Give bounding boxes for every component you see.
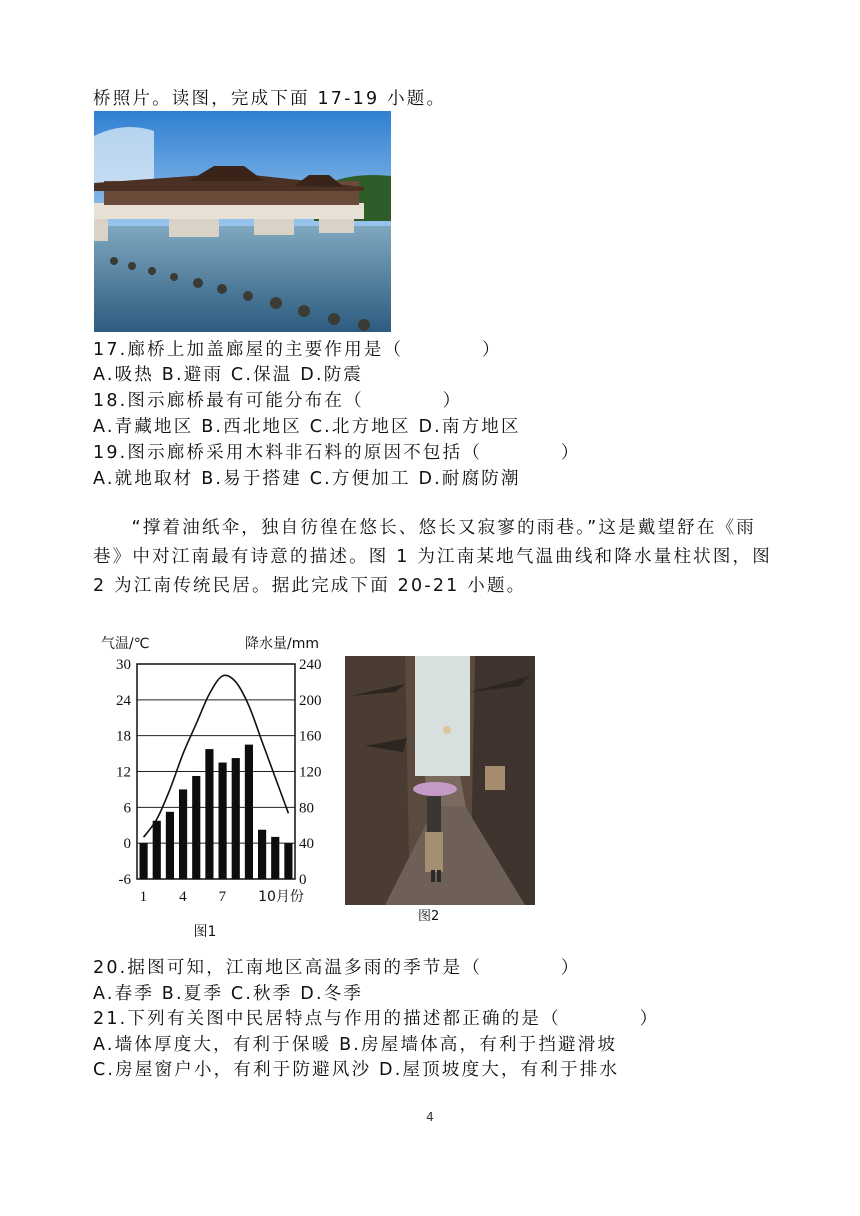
precipitation-bar (284, 843, 292, 879)
precipitation-tick-label: 160 (299, 728, 322, 745)
temperature-tick-label: -6 (118, 872, 131, 888)
x-tick-label: 10月份 (258, 889, 304, 905)
passage: “撑着油纸伞，独自彷徨在悠长、悠长又寂寥的雨巷。”这是戴望舒在《雨巷》中对江南最有诗意的描述。图 1 为江南某地气温曲线和降水量柱状图，图 2 为江南传统民居。据此完成下面 20-21 小题。 (93, 518, 772, 596)
climate-chart-svg (95, 630, 335, 945)
precipitation-bar (219, 763, 227, 879)
temperature-tick-label: 0 (123, 836, 131, 853)
precipitation-tick-label: 40 (299, 836, 314, 853)
temperature-tick-label: 18 (116, 728, 131, 745)
precipitation-bar (153, 821, 161, 879)
q17-stem: 17.廊桥上加盖廊屋的主要作用是（ ） (93, 340, 502, 360)
right-axis-label: 降水量/mm (245, 636, 319, 652)
page-number: 4 (426, 1110, 434, 1124)
q19-options: A.就地取材 B.易于搭建 C.方便加工 D.耐腐防潮 (93, 469, 521, 489)
precipitation-bar (179, 789, 187, 879)
temperature-tick-label: 12 (116, 764, 131, 781)
precipitation-tick-label: 120 (299, 764, 322, 781)
q20-options: A.春季 B.夏季 C.秋季 D.冬季 (93, 984, 364, 1004)
figure2-caption: 图2 (418, 909, 440, 924)
q18-stem: 18.图示廊桥最有可能分布在（ ） (93, 391, 463, 411)
x-tick-label: 1 (139, 889, 148, 905)
precipitation-bar (192, 776, 200, 879)
precipitation-tick-label: 0 (299, 872, 307, 888)
q21-options-2: C.房屋窗户小，有利于防避风沙 D.屋顶坡度大，有利于排水 (93, 1060, 620, 1080)
precipitation-bar (258, 830, 266, 879)
precipitation-bar (166, 812, 174, 879)
x-tick-label: 4 (179, 889, 187, 905)
precipitation-bar (271, 837, 279, 879)
precipitation-tick-label: 240 (299, 657, 322, 673)
chart-title: 图1 (193, 924, 217, 940)
precipitation-tick-label: 200 (299, 692, 322, 709)
q20-stem: 20.据图可知，江南地区高温多雨的季节是（ ） (93, 958, 581, 978)
jiangnan-alley-photo (345, 656, 535, 905)
q21-options-1: A.墙体厚度大，有利于保暖 B.房屋墙体高，有利于挡避滑坡 (93, 1035, 618, 1055)
q18-options: A.青藏地区 B.西北地区 C.北方地区 D.南方地区 (93, 417, 521, 437)
covered-bridge-photo (94, 111, 391, 332)
q19-stem: 19.图示廊桥采用木料非石料的原因不包括（ ） (93, 443, 581, 463)
precipitation-tick-label: 80 (299, 800, 314, 817)
temperature-tick-label: 6 (123, 800, 131, 817)
q21-stem: 21.下列有关图中民居特点与作用的描述都正确的是（ ） (93, 1009, 660, 1029)
precipitation-bar (232, 758, 240, 879)
precipitation-bar (245, 745, 253, 879)
temperature-tick-label: 24 (116, 692, 131, 709)
precipitation-bar (140, 843, 148, 879)
q17-options: A.吸热 B.避雨 C.保温 D.防震 (93, 365, 364, 385)
intro-tail: 桥照片。读图，完成下面 17-19 小题。 (93, 89, 447, 109)
precipitation-bar (205, 749, 213, 879)
left-axis-label: 气温/℃ (101, 636, 150, 652)
temperature-tick-label: 30 (116, 657, 131, 673)
climate-chart (95, 630, 335, 945)
x-tick-label: 7 (218, 889, 227, 905)
